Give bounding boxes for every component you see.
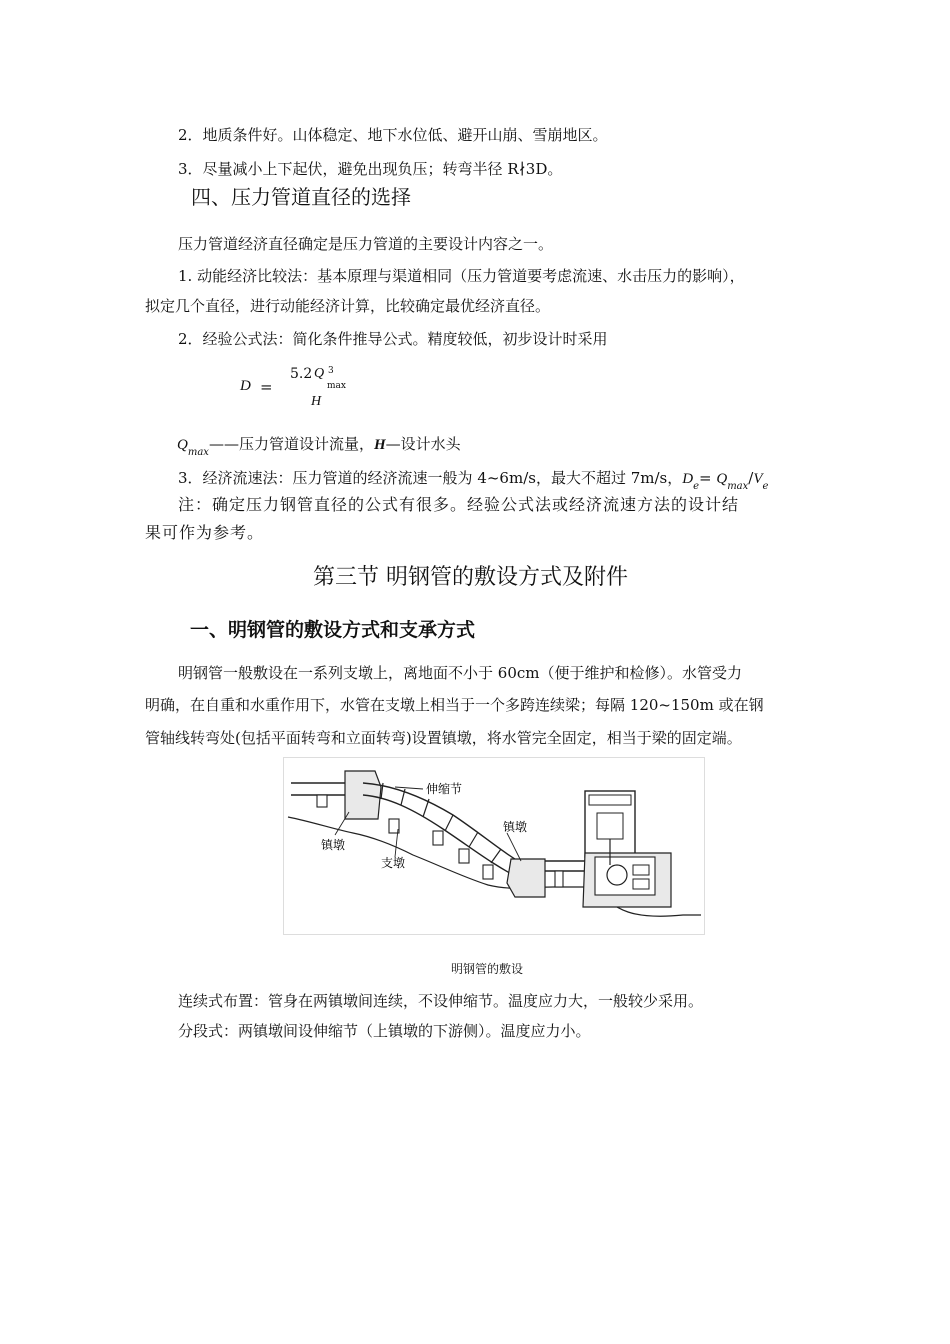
econ-vsub: e: [762, 481, 769, 492]
note-line: 注：确定压力钢管直径的公式有很多。经验公式法或经济流速方法的设计结: [178, 495, 740, 514]
head-symbol: H: [373, 437, 386, 453]
formula-equals: =: [260, 378, 273, 396]
text-line: 明确，在自重和水重作用下，水管在支墩上相当于一个多跨连续梁；每隔 120~150m 或在钢: [145, 696, 764, 714]
formula-sub: max: [327, 381, 346, 391]
econ-text: 3．经济流速法：压力管道的经济流速一般为 4~6m/s，最大不超过 7m/s，: [178, 469, 683, 487]
label-support-pier: 支墩: [381, 856, 406, 870]
text-line: 拟定几个直径，进行动能经济计算，比较确定最优经济直径。: [145, 297, 551, 315]
text-line: 分段式：两镇墩间设伸缩节（上镇墩的下游侧）。温度应力小。: [178, 1022, 591, 1040]
text-line: 压力管道经济直径确定是压力管道的主要设计内容之一。: [178, 235, 554, 253]
econ-q: Q: [716, 471, 728, 487]
pipe-layout-figure: [283, 757, 705, 935]
section-title: 第三节 明钢管的敷设方式及附件: [313, 565, 628, 590]
text-line: 连续式布置：管身在两镇墩间连续，不设伸缩节。温度应力大，一般较少采用。: [178, 992, 704, 1010]
qmax-desc: ——压力管道设计流量，: [208, 435, 374, 453]
formula-denominator: H: [311, 394, 322, 409]
econ-qsub: max: [727, 481, 749, 492]
text-line: 2．地质条件好。山体稳定、地下水位低、避开山崩、雪崩地区。: [178, 126, 608, 144]
text-line: 管轴线转弯处(包括平面转弯和立面转弯)设置镇墩，将水管完全固定，相当于梁的固定端。: [145, 729, 742, 747]
label-expansion-joint: 伸缩节: [426, 782, 463, 796]
label-anchor-block-right: 镇墩: [503, 820, 528, 834]
section-heading: 四、压力管道直径的选择: [191, 185, 411, 209]
econ-v: V: [753, 471, 763, 487]
econ-dsub: e: [693, 481, 699, 492]
head-desc: —设计水头: [385, 435, 461, 453]
pipe-layout-diagram: [283, 757, 705, 935]
note-line: 果可作为参考。: [145, 523, 265, 542]
econ-d: D: [682, 471, 694, 487]
label-anchor-block-left: 镇墩: [321, 838, 346, 852]
econ-slash: /: [748, 469, 754, 487]
qmax-sub: max: [187, 447, 209, 458]
text-line: 3．尽量减小上下起伏，避免出现负压；转弯半径 R∤3D。: [178, 160, 563, 178]
formula-q: Q: [314, 366, 325, 381]
text-line: [178, 467, 768, 492]
subsection-heading: 一、明钢管的敷设方式和支承方式: [190, 619, 476, 641]
text-line: 明钢管一般敷设在一系列支墩上，离地面不小于 60cm（便于维护和检修）。水管受力: [178, 664, 742, 682]
formula-exp: 3: [328, 366, 334, 376]
text-line: [177, 433, 461, 458]
text-line: 1. 动能经济比较法：基本原理与渠道相同（压力管道要考虑流速、水击压力的影响），: [178, 267, 745, 285]
formula-coef: 5.2: [290, 366, 313, 382]
text-line: 2．经验公式法：简化条件推导公式。精度较低，初步设计时采用: [178, 330, 608, 348]
econ-eq: =: [699, 469, 717, 487]
figure-caption: 明钢管的敷设: [451, 962, 524, 976]
qmax-symbol: Q: [177, 437, 188, 453]
formula-lhs: D: [240, 378, 251, 394]
